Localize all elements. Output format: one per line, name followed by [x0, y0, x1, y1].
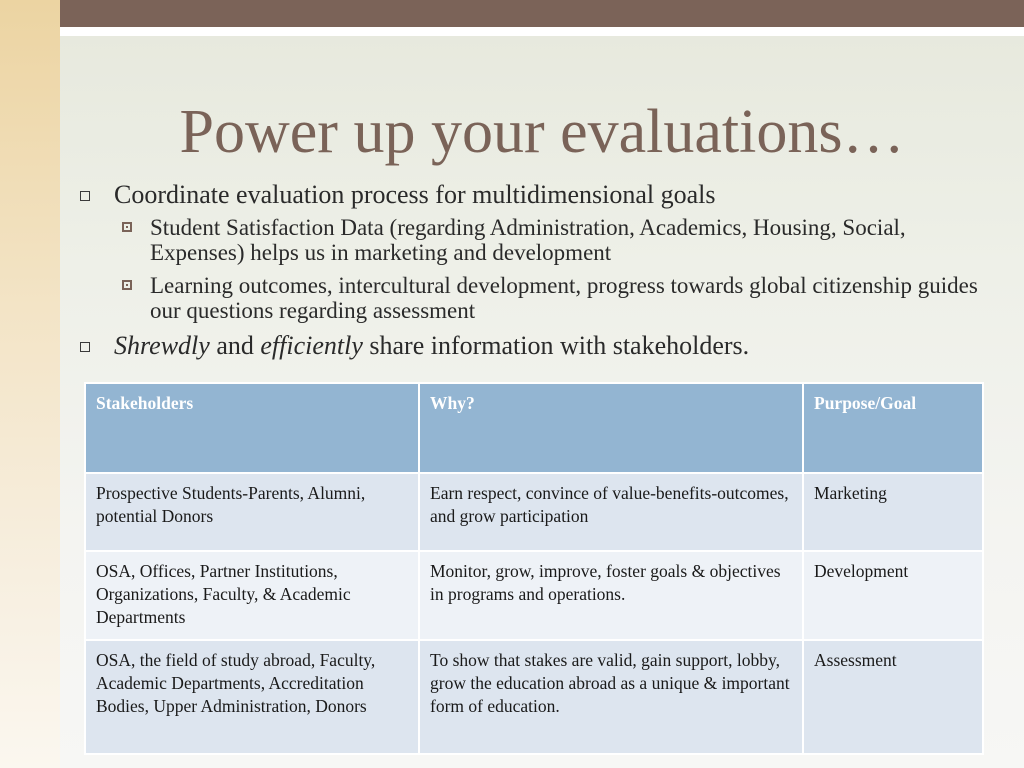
table-row [85, 640, 983, 754]
why-cell: Earn respect, convince of value-benefits-outcomes, and grow participation [419, 473, 803, 551]
left-accent-band [0, 0, 60, 768]
sub-bullet-text: Learning outcomes, intercultural development, progress towards global citizenship guides our questions regarding assessment [150, 273, 978, 323]
bullet-text-rest: share information with stakeholders. [362, 331, 750, 360]
bullet-italic-efficiently: efficiently [260, 331, 363, 360]
stakeholders-cell: Prospective Students-Parents, Alumni, potential Donors [85, 473, 419, 551]
square-bullet-icon [122, 280, 132, 290]
stakeholders-cell: OSA, Offices, Partner Institutions, Organizations, Faculty, & Academic Departments [85, 551, 419, 640]
why-cell: Monitor, grow, improve, foster goals & objectives in programs and operations. [419, 551, 803, 640]
table-row [85, 551, 983, 640]
table-row [85, 473, 983, 551]
why-cell: To show that stakes are valid, gain support, lobby, grow the education abroad as a unique & important form of education. [419, 640, 803, 754]
purpose-cell: Marketing [803, 473, 983, 551]
top-decor-rule [60, 27, 1024, 36]
table-header-row [85, 383, 983, 473]
bullet-item [78, 331, 978, 361]
top-decor-bar [60, 0, 1024, 27]
sub-bullet-item [78, 215, 978, 265]
column-header-stakeholders: Stakeholders [85, 383, 419, 473]
sub-bullet-item [78, 273, 978, 323]
sub-bullet-text: Student Satisfaction Data (regarding Administration, Academics, Housing, Social, Expenses) helps us in marketing and development [150, 215, 906, 265]
bullet-italic-shrewdly: Shrewdly [114, 331, 210, 360]
bullet-item [78, 180, 978, 210]
column-header-purpose: Purpose/Goal [803, 383, 983, 473]
bullet-text-and: and [209, 331, 261, 360]
bullet-text: Coordinate evaluation process for multidimensional goals [114, 180, 716, 209]
hollow-square-bullet-icon [80, 191, 90, 201]
slide-title: Power up your evaluations… [179, 98, 905, 166]
purpose-cell: Assessment [803, 640, 983, 754]
stakeholders-table [84, 382, 984, 755]
square-bullet-icon [122, 222, 132, 232]
stakeholders-cell: OSA, the field of study abroad, Faculty, Academic Departments, Accreditation Bodies, Upper Administration, Donors [85, 640, 419, 754]
column-header-why: Why? [419, 383, 803, 473]
bullet-list [78, 180, 978, 366]
hollow-square-bullet-icon [80, 342, 90, 352]
purpose-cell: Development [803, 551, 983, 640]
